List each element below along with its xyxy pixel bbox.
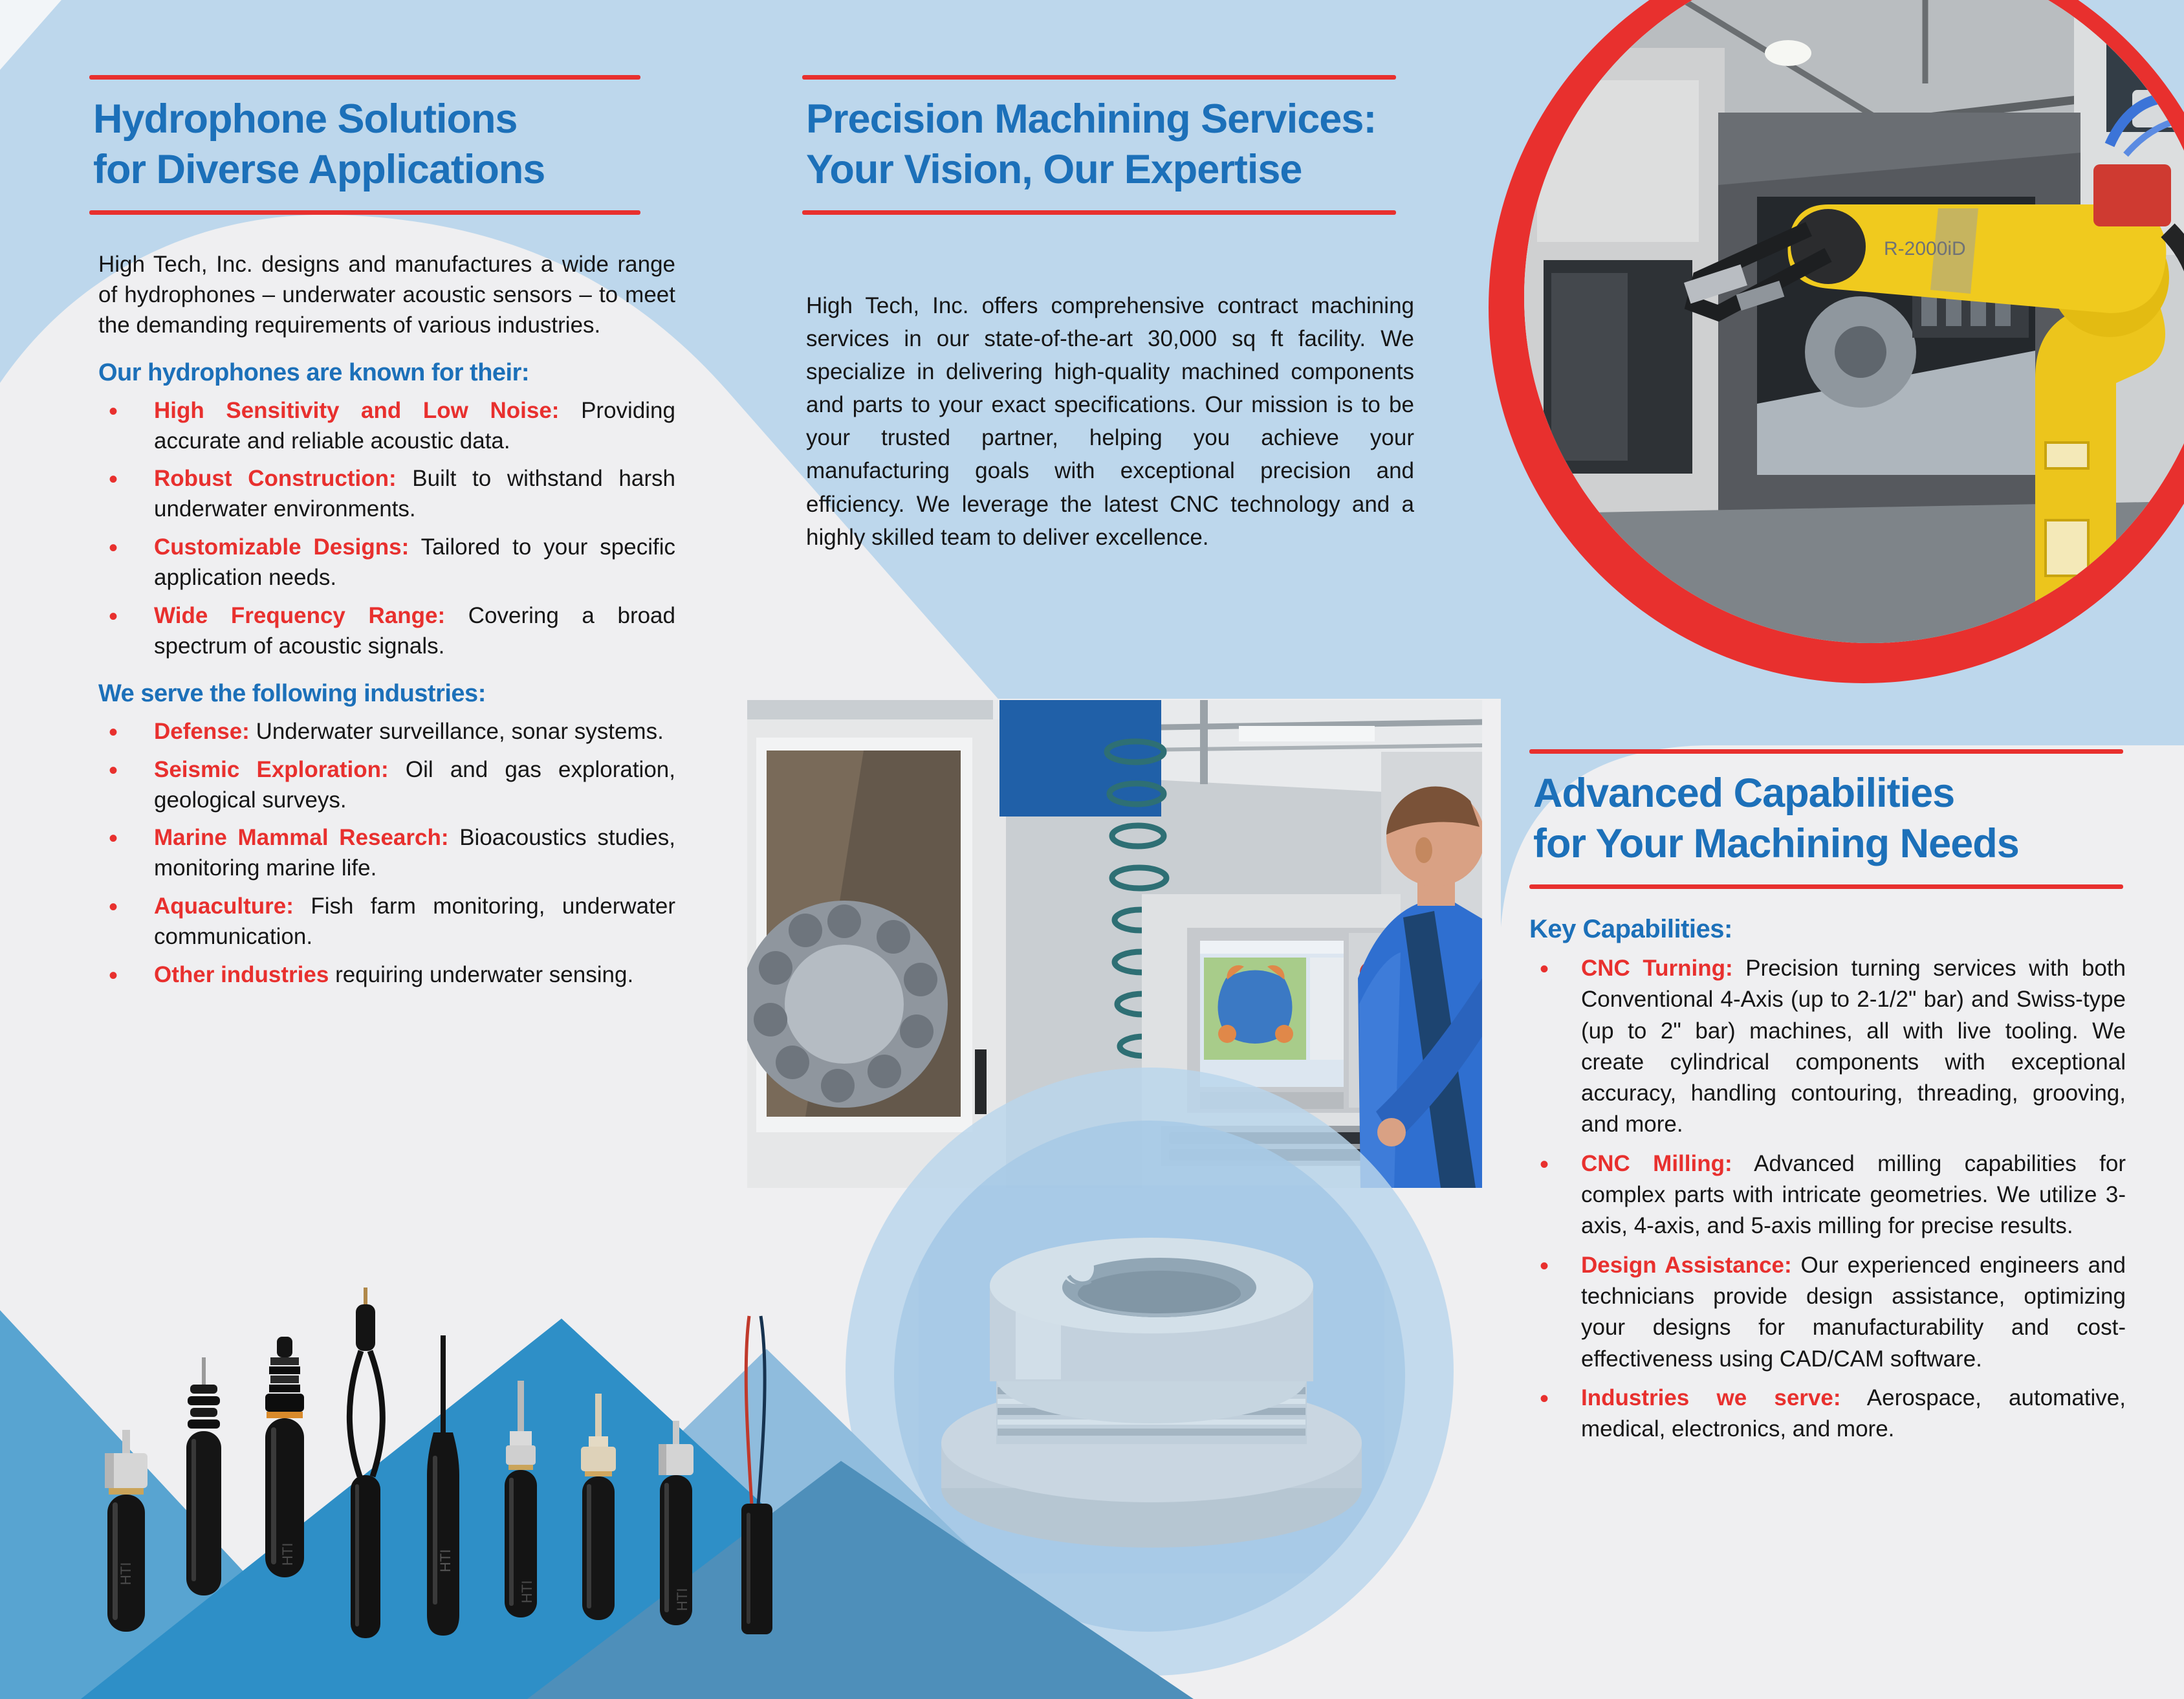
list-item-text: Tailored to your specific application needs. [154,534,675,591]
list-item-label: Customizable Designs: [154,534,410,560]
list-item-label: Robust Construction: [154,466,397,492]
bullet-icon: • [1540,1251,1549,1280]
list-item-label: Design Assistance: [1581,1252,1792,1278]
list-item-text: Built to withstand harsh underwater environments. [154,466,675,522]
hydrophone [105,1430,147,1632]
list-item-label: CNC Milling: [1581,1150,1732,1176]
list-item-text: Oil and gas exploration, geological surveys. [154,756,675,813]
list-item-label: CNC Turning: [1581,956,1733,981]
left-title-line1: Hydrophone Solutions [93,96,518,142]
hydrophone-lineup-photo [71,1262,822,1699]
list-item-text: Covering a broad spectrum of acoustic signals. [154,603,675,659]
left-subheading-industries: We serve the following industries: [98,679,486,707]
list-item-label: Seismic Exploration: [154,756,389,782]
hydrophone [659,1421,693,1625]
bullet-icon: • [109,465,118,494]
bullet-icon: • [109,961,118,991]
robot-model-label: R-2000iD [1884,238,1966,259]
hydrophone [186,1357,221,1595]
list-item [1529,1383,2126,1445]
svg-text:HTI: HTI [674,1588,690,1611]
right-title-line2: for Your Machining Needs [1533,821,2019,867]
left-title-line2: for Diverse Applications [93,147,545,193]
robot-photo [1524,0,2184,643]
svg-text:HTI: HTI [519,1580,535,1603]
list-item-text: Precision turning services with both Conventional 4-Axis (up to 2-1/2" bar) and Swiss-type (up to 2" bar) machines, all with live tooling. We create cylindrical components with exceptional accuracy, handling contouring, threading, grooving, and more. [1581,956,2126,1137]
middle-title-line2: Your Vision, Our Expertise [806,147,1302,193]
hydrophone [741,1316,772,1634]
middle-paragraph: High Tech, Inc. offers comprehensive contract machining services in our state-of-the-art 30,000 sq ft facility. We specialize in delivering high-quality machined components and parts to your exact specifications. Our mission is to be your trusted partner, helping you achieve your manufacturing goals with exceptional precision and efficiency. We leverage the latest CNC technology and a highly skilled team to deliver excellence. [806,293,1414,550]
list-item [1529,1148,2126,1242]
svg-text:HTI: HTI [437,1549,453,1572]
list-item-label: Defense: [154,718,250,744]
left-subheading-features: Our hydrophones are known for their: [98,358,530,386]
right-title-line1: Advanced Capabilities [1533,771,1955,816]
right-panel-title-block [1529,749,2123,889]
right-panel-content [1529,915,2126,1452]
bullet-icon: • [109,893,118,922]
capabilities-list [1529,953,2126,1445]
middle-title-line1: Precision Machining Services: [806,96,1377,142]
list-item-text: Underwater surveillance, sonar systems. [256,718,664,744]
right-panel-title [1533,768,2123,869]
bullet-icon: • [109,534,118,563]
red-rule [1529,749,2123,754]
list-item-text: requiring underwater sensing. [335,962,634,988]
bullet-icon: • [1540,1384,1549,1413]
list-item [1529,1250,2126,1375]
bullet-icon: • [1540,1150,1549,1179]
list-item-label: Wide Frequency Range: [154,603,446,629]
red-rule [1529,884,2123,889]
bullet-icon: • [109,718,118,747]
hydrophone [505,1381,537,1617]
list-item [1529,953,2126,1141]
hydrophone [349,1288,382,1638]
robot-cell-illustration [1524,0,2184,643]
list-item-label: Aquaculture: [154,893,294,919]
bullet-icon: • [109,397,118,426]
right-subheading: Key Capabilities: [1529,915,1732,943]
list-item-label: Marine Mammal Research: [154,825,449,851]
left-intro-paragraph: High Tech, Inc. designs and manufactures a wide range of hydrophones – underwater acoustic sensors – to meet the demanding requirements of various industries. [98,252,675,338]
bullet-icon: • [109,602,118,631]
list-item-text: Our experienced engineers and technicians provide design assistance, optimizing your designs for manufacturability and cost-effectiveness using CAD/CAM software. [1581,1252,2126,1372]
svg-text:HTI: HTI [118,1562,134,1585]
bullet-icon: • [109,756,118,785]
list-item-text: Fish farm monitoring, underwater communication. [154,893,675,950]
list-item-text: Aerospace, automative, medical, electronics, and more. [1581,1385,2126,1442]
hydrophone [265,1337,304,1577]
hydrophone [581,1394,616,1620]
list-item-label: High Sensitivity and Low Noise: [154,397,560,423]
bullet-icon: • [109,824,118,853]
bullet-icon: • [1540,955,1549,983]
hydrophone [427,1335,459,1636]
list-item-text: Advanced milling capabilities for complex parts with intricate geometries. We utilize 3-axis, 4-axis, and 5-axis milling for precise results. [1581,1150,2126,1239]
list-item-label: Other industries [154,962,329,988]
list-item-label: Industries we serve: [1581,1385,1841,1410]
list-item-text: Bioacoustics studies, monitoring marine life. [154,825,675,881]
list-item-text: Providing accurate and reliable acoustic data. [154,397,675,454]
svg-text:HTI: HTI [279,1542,296,1566]
